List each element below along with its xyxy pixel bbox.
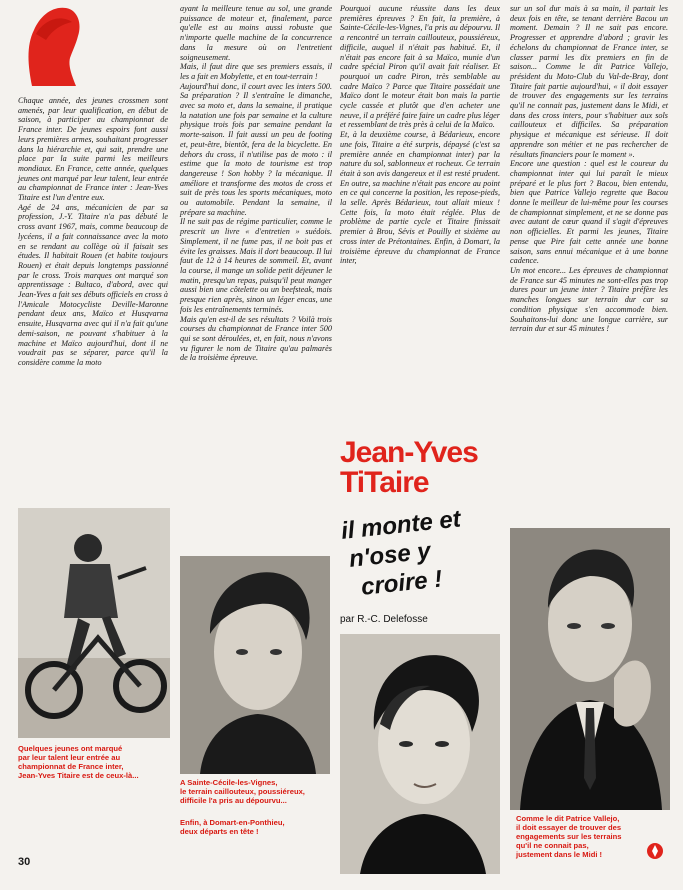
rider-caption: Quelques jeunes ont marqué par leur talent leur entrée au championnat de France inter, Jean-Yves Titaire est de ceux-là... <box>18 744 139 780</box>
silhouette-logo <box>22 0 84 86</box>
column-4-text: sur un sol dur mais à sa main, il partait les deux fois en tête, se tenant derrière Bacou un moment. Demain ? Il ne sait pas encore. Progresser et apprendre d'abord ; gravir les échelons du championnat de France inter, se classer parmi les dix premiers en fin de saison... Comme le dit Patrice Vallejo, président du Moto-Club du Val-de-Bray, dont Titaire fait partie aujourd'hui, « il doit essayer de trouver des engagements sur les terrains qu'il ne connait pas, justement dans le Midi, et dans des cross inters, pour s'habituer aux sols caillouteux et difficiles. Sa préparation physique et mécanique est sérieuse. Il doit apprendre son métier et ne pas rechercher de résultats financiers pour le moment ». Encore une question : quel est le coureur du championnat inter qui lui paraît le mieux préparé et le plus fort ? Bacou, bien entendu, bien que Patrice Vallejo regrette que Bacou donne le meilleur de lui-même pour les courses de championnat simplement, et ne se donne pas avec autant de cœur quand il s'agit d'épreuves non officielles. Et parmi les jeunes, Titaire pense que Pire fait cette année une bonne saison, sans ennui mécanique et à une bonne cadence. Un mot encore... Les épreuves de championnat de France sur 45 minutes ne sont-elles pas trop dures pour un jeune inter ? Titaire préfère les manches longues sur terrain dur car sa condition physique s'en accommode bien. Souhaitons-lui donc une longue carrière, sur terrain dur et sur 45 minutes ! <box>510 4 668 334</box>
headline-subtitle-3: croire ! <box>359 565 444 601</box>
portrait-b-caption: Enfin, à Domart-en-Ponthieu, deux départs en tête ! <box>180 818 285 836</box>
article-column-3 <box>340 4 500 266</box>
portrait-photo-a <box>180 556 330 774</box>
article-column-1 <box>18 96 168 368</box>
headline-name: Jean-Yves TiTaire <box>340 436 478 499</box>
vallejo-photo <box>510 528 670 810</box>
rider-photo <box>18 508 170 738</box>
column-3-text: Pourquoi aucune réussite dans les deux premières épreuves ? En fait, la première, à Sainte-Cécile-les-Vignes, l'a pris au dépourvu. Il a rencontré un terrain caillouteux, poussiéreux, difficile, auquel il n'était pas habitué. Et, il n'était pas encore fait à sa Maïco, munie d'un cadre spécial Piron qu'il avait fait réaliser. Et pourquoi un cadre Piron, très semblable au cadre Maïco ? Parce que Titaire possédait une Maïco dont le moteur était bon mais la partie cycle cassée et plutôt que d'en acheter une neuve, il a préféré faire faire un cadre plus léger et ressemblant de très près à celui de la Maïco. Et, à la deuxième course, à Bédarieux, encore une fois, Titaire a été surpris, dépaysé (c'est sa première année en championnat inter) par la nature du sol, sablonneux et rocheux. Ce terrain était à son avis dangereux et il est resté prudent. En outre, sa machine n'était pas encore au point en ce qui concerne la position, les repose-pieds, la selle. Après Bédarieux, tout allait mieux ! Cette fois, la moto était réglée. Plus de problème de partie cycle et Titaire finissait premier à Brou, Sévis et Pouilly et sixième au cross inter de Prétontaines. Enfin, à Domart, la troisième épreuve du championnat de France inter, <box>340 4 500 266</box>
column-2-text: ayant la meilleure tenue au sol, une grande puissance de moteur et, finalement, parce qu'elle est au moins aussi robuste que n'importe quelle machine de la concurrence dans la mesure où on l'entretient soigneusement. Mais, il faut dire que ses premiers essais, il les a fait en Mobylette, et en tout-terrain ! Aujourd'hui donc, il court avec les inters 500. Sa préparation ? Il s'entraîne le dimanche, avec sa moto et, dans la semaine, il pratique la natation une fois par semaine et la culture physique trois fois par semaine pendant la morte-saison. Il fait aussi un peu de footing et, peut-être, bientôt, fera de la bicyclette. En dehors du cross, il n'utilise pas de moto : il estime que la moto de tourisme est trop dangereuse ! Son hobby ? la mécanique. Il améliore et transforme des motos de cross et suit de près tous les sports mécaniques, moto ou automobile. Pendant la semaine, il prépare sa machine. Il ne suit pas de régime particulier, comme le prescrit un livre « d'entretien » suédois. Simplement, il ne fume pas, il ne boit pas et évite les graisses. Mais il dort beaucoup. Il lui faut de 12 à 14 heures de sommeil. Et, avant la course, il mange un solide petit déjeuner le matin, presqu'un repas, puisqu'il peut manger aussi bien une côtelette ou un beefsteak, mais presque rien après, sinon un léger encas, une fois les entraînements terminés. Mais qu'en est-il de ses résultats ? Voilà trois courses du championnat de France inter 500 qui se sont déroulées, et, en fait, nous n'avons vu figurer le nom de Titaire qu'au palmarès de la troisième épreuve. <box>180 4 332 363</box>
magazine-logo-icon <box>646 842 664 860</box>
vallejo-caption: Comme le dit Patrice Vallejo, il doit essayer de trouver des engagements sur les terrains qu'il ne connait pas, justement dans le Midi ! <box>516 814 622 859</box>
headline-subtitle-1: il monte et <box>339 505 462 545</box>
portrait-photo-b <box>340 634 500 874</box>
byline: par R.-C. Delefosse <box>340 614 428 625</box>
article-column-2 <box>180 4 332 363</box>
headline-subtitle-2: n'ose y <box>347 537 432 573</box>
column-1-text: Chaque année, des jeunes crossmen sont amenés, par leur qualification, en début de saison, à participer au championnat de France inter. De jeunes espoirs font aussi leurs premières armes, souhaitant progresser dans la hiérarchie et, qui sait, prendre une place par la suite parmi les meilleurs mondiaux. En France, cette année, quelques jeunes ont marqué par leur talent, leur entrée au championnat de France inter : Jean-Yves Titaire est l'un d'entre eux. Agé de 24 ans, mécanicien de par sa profession, J.-Y. Titaire n'a pas débuté le cross avant 1967, mais, comme beaucoup de lycéens, il a fait connaissance avec la moto en se rendant au collège où il faisait ses études. Il habitait Rouen (et habite toujours Rouen) et était depuis longtemps passionné par le cross. Trois marques ont marqué son apprentissage : Bultaco, d'abord, avec qui Jean-Yves a fait ses débuts officiels en cross à l'Amicale Motocycliste Deville-Maronne pendant deux ans, Maïco et Husqvarna ensuite, Husqvarna avec qui il n'a fait qu'une demi-saison, ne pouvant s'habituer à la machine et Maïco aujourd'hui, dont il ne voudrait pas se séparer, parce qu'il la considère comme la moto <box>18 96 168 367</box>
article-column-4 <box>510 4 668 334</box>
portrait-a-caption: A Sainte-Cécile-les-Vignes, le terrain caillouteux, poussiéreux, difficile l'a pris au dépourvu... <box>180 778 305 805</box>
page-number: 30 <box>18 856 31 868</box>
